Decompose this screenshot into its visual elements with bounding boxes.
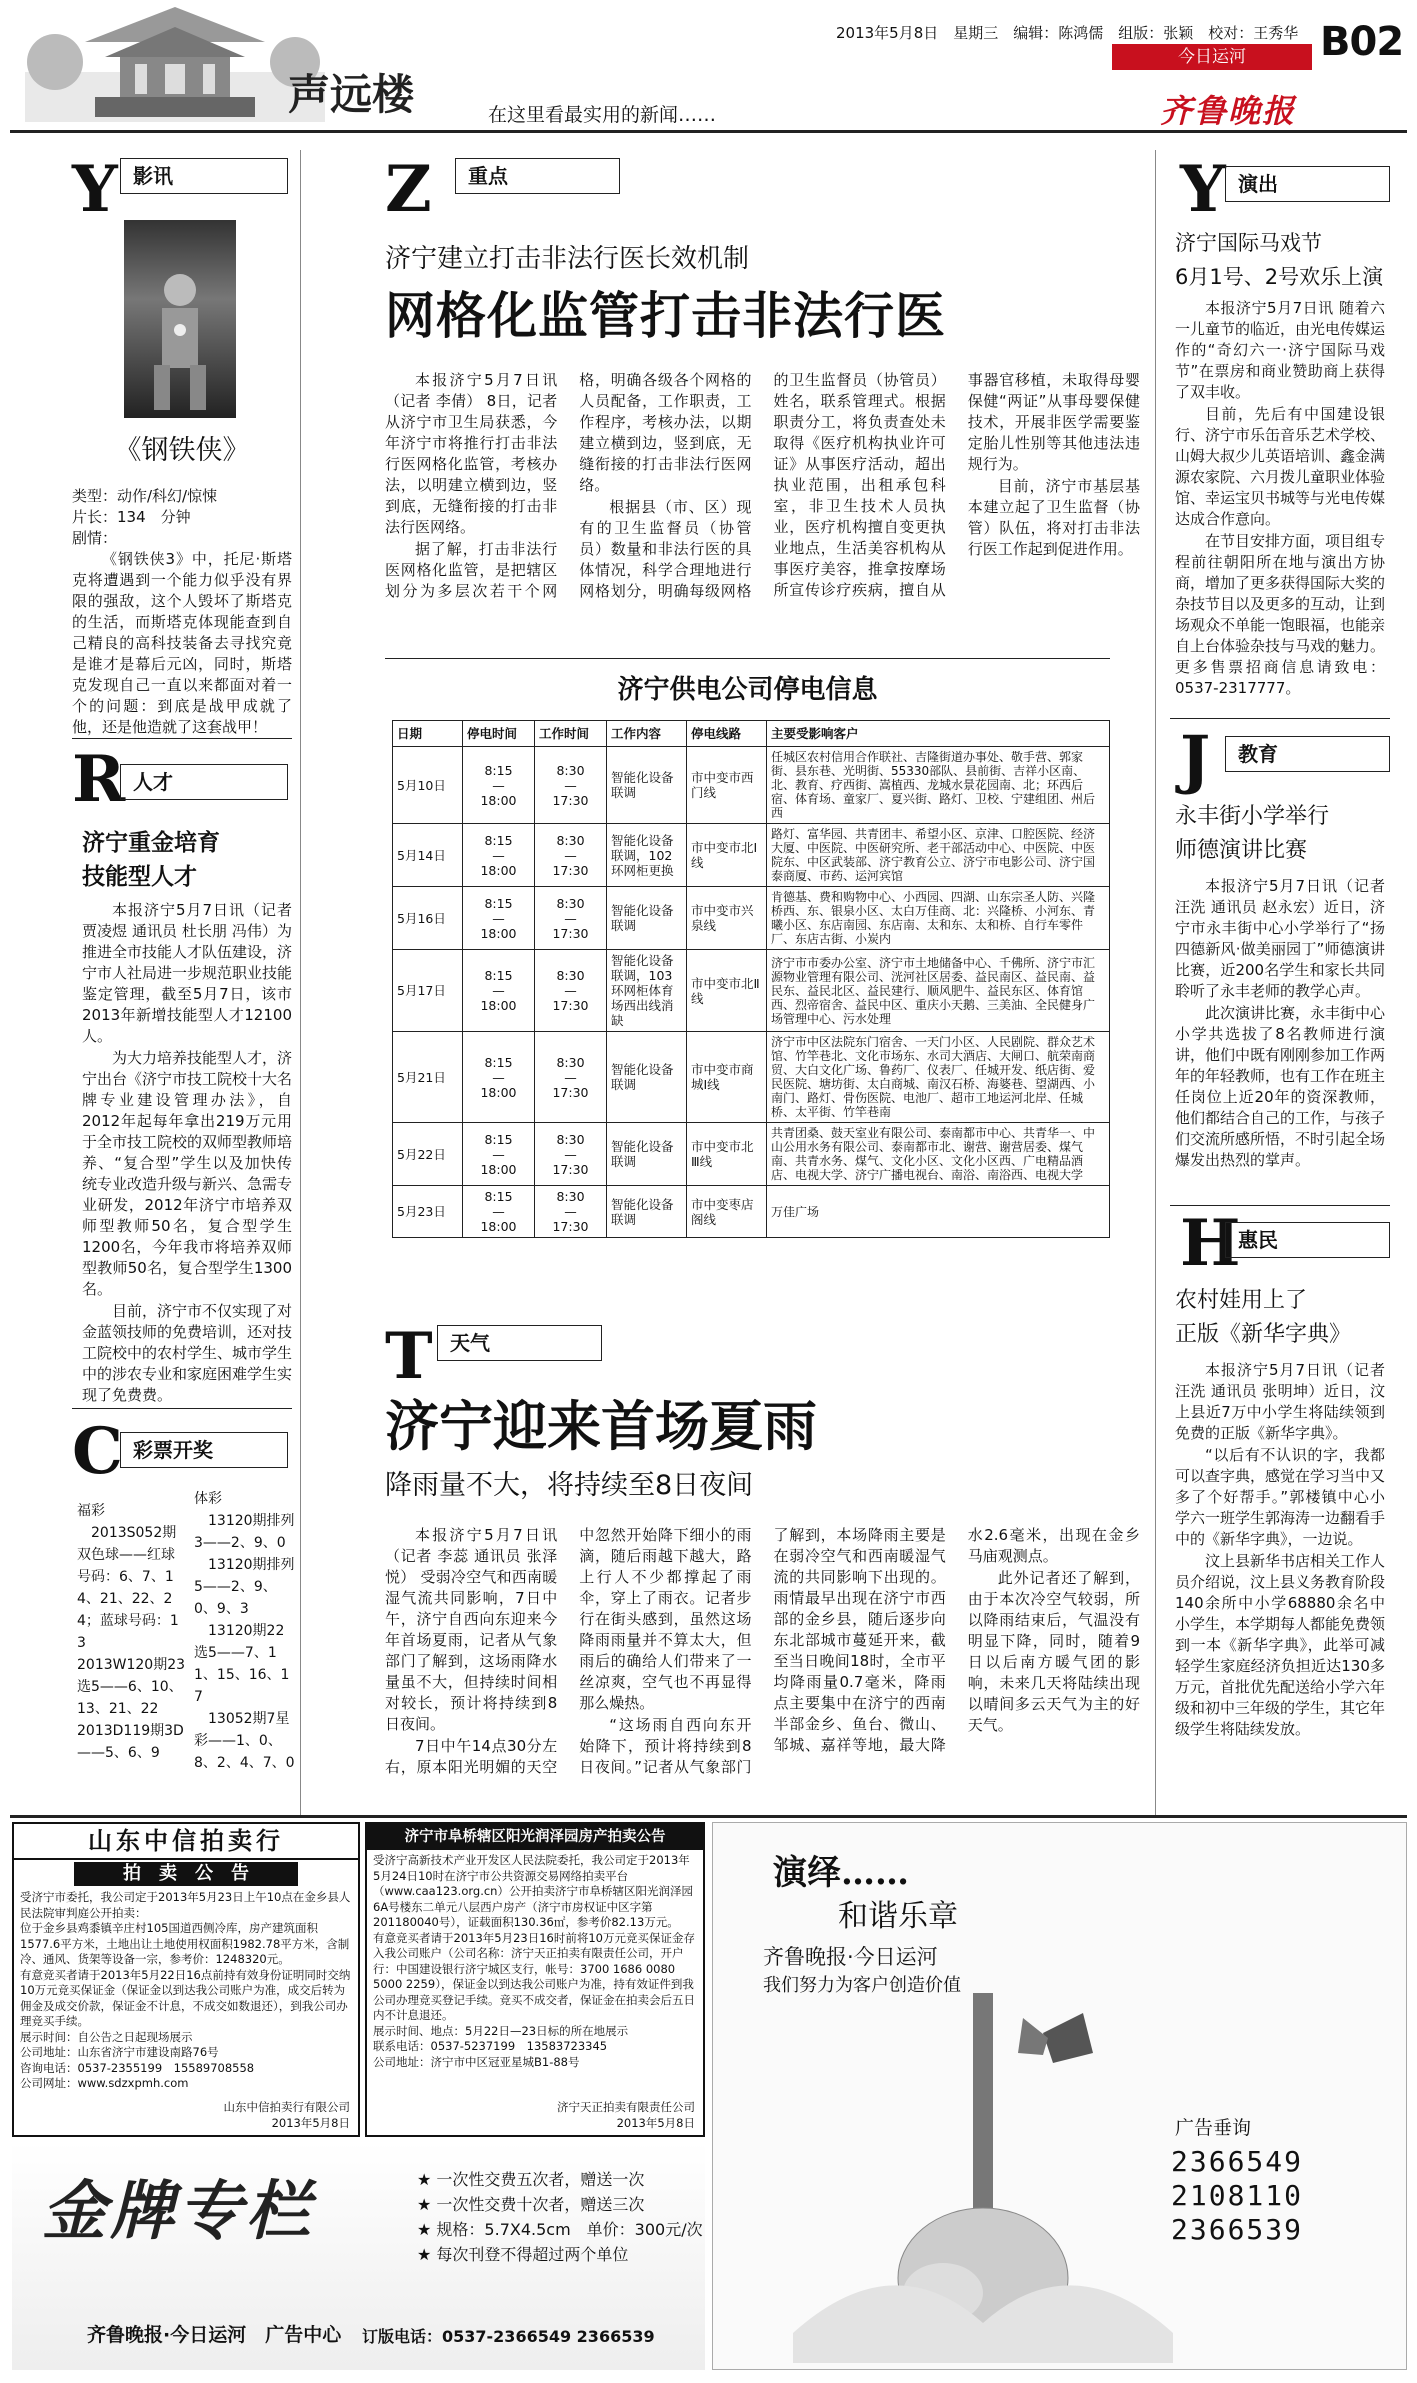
table-row <box>393 824 1110 887</box>
benefit-headline: 农村娃用上了 正版《新华字典》 <box>1175 1288 1352 1347</box>
table-row <box>393 1123 1110 1186</box>
phone-number: 2366539 <box>1171 2213 1304 2246</box>
talent-body: 本报济宁5月7日讯（记者 贾凌煜 通讯员 杜长朋 冯伟）为推进全市技能人才队伍建设，济宁市人社局进一步规范职业技能鉴定管理，截至5月7日，该市2013年新增技能型人才12100人。 为大力培养技能型人才，济宁出台《济宁市技工院校十大名牌专业建设管理办法》，自2012年起每年拿出219万元用于全市技工院校的双师型教师培养、“复合型”学生以及加快传统专业改造升级与新兴、急需专业研发，2012年济宁市培养双师型教师50名，复合型学生1200名，今年我市将培养双师型教师50名，复合型学生1300名。 目前，济宁市不仅实现了对金蓝领技师的免费培训，还对技工院校中的农村学生、城市学生中的涉农专业和家庭困难学生实现了免费费。 <box>82 901 293 1404</box>
table-cell-line: 市中变市北Ⅲ线 <box>687 1123 767 1186</box>
masthead <box>0 0 1417 135</box>
table-row <box>393 1186 1110 1238</box>
ad-title: 拍 卖 公 告 <box>74 1862 298 1886</box>
talent-headline: 济宁重金培育 技能型人才 <box>82 830 220 890</box>
section-label: 影讯 <box>120 158 288 194</box>
movie-title: 《钢铁侠》 <box>114 435 250 466</box>
col-users: 主要受影响客户 <box>767 721 1110 747</box>
weather-body: 本报济宁5月7日讯（记者 李蕊 通讯员 张泽悦） 受弱冷空气和西南暖湿气流共同影响，7日中午，济宁自西向东迎来今年首场夏雨，记者从气象部门了解到，这场雨降水量虽不大，但持续时间相对较长，预计将持续到8日夜间。 7日中午14点30分左右，原本阳光明媚的天空中忽然开始降下细小的雨滴，随后雨越下越大，路上行人不少都撑起了雨伞，穿上了雨衣。记者步行在街头感到，虽然这场降雨雨量并不算太大，但雨后的确给人们带来了一丝凉爽，空气也不再显得那么燥热。 “这场雨自西向东开始降下，预计将持续到8日夜间。”记者从气象部门了解到，本场降雨主要是在弱冷空气和西南暖湿气流的共同影响下出现的。雨情最早出现在济宁市西部的金乡县，随后逐步向东北部城市蔓延开来，截至当日晚间18时，全市平均降雨量0.7毫米，降雨点主要集中在济宁的西南半部金乡、鱼台、微山、邹城、嘉祥等地，最大降水2.6毫米，出现在金乡马庙观测点。 此外记者还了解到，由于本次冷空气较弱，所以降雨结束后，气温没有明显下降，同时，随着9日以后南方暖气团的影响，未来几天将陆续出现以晴间多云天气为主的好天气。 <box>385 1526 1140 1776</box>
table-header-row <box>393 721 1110 747</box>
ad3-phones <box>1171 2145 1303 2247</box>
ad-footer: 山东中信拍卖行有限公司 2013年5月8日 <box>223 2100 350 2130</box>
table-cell-content: 智能化设备联调 <box>607 1123 687 1186</box>
lottery-welfare: 福彩 2013S052期双色球——红球号码：6、7、14、21、22、24；蓝球号码：13 2013W120期23选5——6、10、13、21、22 2013D119期3D——5、6、9 <box>77 1503 186 1761</box>
weather-headline: 济宁迎来首场夏雨 <box>385 1394 817 1458</box>
table-row <box>393 1032 1110 1123</box>
ad3-slogan: 我们努力为客户创造价值 <box>763 1975 961 1996</box>
date-line: 2013年5月8日 星期三 编辑：陈鸿儒 组版：张颖 校对：王秀华 <box>836 24 1299 42</box>
table-cell-off: 8:15 — 18:00 <box>463 824 535 887</box>
table-cell-line: 市中变市北Ⅰ线 <box>687 824 767 887</box>
table-cell-date: 5月10日 <box>393 747 463 824</box>
table-cell-date: 5月21日 <box>393 1032 463 1123</box>
cello-illustration <box>793 1993 1173 2363</box>
auction-ad-zhongxin <box>12 1822 360 2137</box>
table-cell-content: 智能化设备联调 <box>607 1032 687 1123</box>
table-cell-off: 8:15 — 18:00 <box>463 950 535 1032</box>
table-cell-work: 8:30 — 17:30 <box>535 1123 607 1186</box>
section-label: 惠民 <box>1225 1222 1390 1258</box>
section-letter: T <box>385 1319 433 1394</box>
col-content: 工作内容 <box>607 721 687 747</box>
table-cell-line: 市中变市西门线 <box>687 747 767 824</box>
table-cell-users: 肯德基、费和购物中心、小西园、四湖、山东宗圣人防、兴隆桥西、东、银泉小区、太白万佳商、北：兴隆桥、小河东、青曦小区、东店南园、东店南、太和东、太和桥、自行车零件厂、东店古街、小炭内 <box>767 887 1110 950</box>
table-cell-users: 万佳广场 <box>767 1186 1110 1238</box>
ad3-brand: 齐鲁晚报·今日运河 <box>763 1945 938 1969</box>
ad3-title2: 和谐乐章 <box>838 1899 958 1934</box>
table-cell-content: 智能化设备联调 <box>607 747 687 824</box>
harmony-ad <box>712 1822 1407 2370</box>
table-cell-line: 市中变枣店阁线 <box>687 1186 767 1238</box>
calligraphy-title: 金牌专栏 <box>42 2174 314 2249</box>
section-letter: C <box>72 1414 123 1489</box>
auction-ad-tianzheng <box>365 1822 705 2137</box>
table-cell-off: 8:15 — 18:00 <box>463 747 535 824</box>
table-cell-work: 8:30 — 17:30 <box>535 824 607 887</box>
power-title: 济宁供电公司停电信息 <box>617 675 878 705</box>
table-cell-work: 8:30 — 17:30 <box>535 950 607 1032</box>
movie-length: 片长：134 分钟 <box>72 508 191 526</box>
table-cell-users: 共青团桑、鼓天室业有限公司、泰南都市中心、共青华一、中山公用水务有限公司、泰南都市北、谢营、谢营居委、煤气南、共青水务、煤气、文化小区、文化小区西、广电精品酒店、电视大学、济宁广播电视台、南浴、南浴西、电视大学 <box>767 1123 1110 1186</box>
ad4-items: ★ 一次性交费五次者，赠送一次 ★ 一次性交费十次者，赠送三次 ★ 规格：5.7X4.5cm 单价：300元/次 ★ 每次刊登不得超过两个单位 <box>417 2170 703 2264</box>
edu-headline: 永丰街小学举行 师德演讲比赛 <box>1175 804 1330 863</box>
table-cell-content: 智能化设备联调 <box>607 887 687 950</box>
table-cell-off: 8:15 — 18:00 <box>463 1123 535 1186</box>
table-cell-date: 5月16日 <box>393 887 463 950</box>
edu-body: 本报济宁5月7日讯（记者 汪洗 通讯员 赵永宏）近日，济宁市永丰街中心小学举行了“扬四德新风·做美丽园丁”师德演讲比赛，近200名学生和家长共同聆听了永丰老师的教学心声。 此次演讲比赛，永丰街中心小学共选拔了8名教师进行演讲，他们中既有刚刚参加工作两年的年轻教师，也有工作在班主任岗位上近20年的资深教师，他们都结合自己的工作，与孩子们交流所感所悟，不时引起全场爆发出热烈的掌声。 <box>1175 877 1386 1169</box>
section-letter: J <box>1180 722 1211 797</box>
table-cell-off: 8:15 — 18:00 <box>463 887 535 950</box>
ad4-footer: 齐鲁晚报·今日运河 广告中心 <box>87 2324 342 2346</box>
ad-body: 受济宁市委托，我公司定于2013年5月23日上午10点在金乡县人民法院审判庭公开拍卖： 位于金乡县鸡黍镇辛庄村105国道西侧冷库，房产建筑面积1577.6平方米，土地出让土地使用权面积1982.78平方米，含制冷、通风、货架等设备一宗，参考价：1248320元。 有意竞买者请于2013年5月22日16点前持有效身份证明同时交纳10万元竞买保证金（保证金以到达我公司账户为准，成交后转为佣金及成交价款，保证金不计息，不成交如数退还），到我公司办理竞买手续。 展示时间：自公告之日起现场展示 公司地址：山东省济宁市建设南路76号 咨询电话：0537-2355199 15589708558 公司网址：www.sdzxpmh.com <box>20 1890 351 2090</box>
table-cell-off: 8:15 — 18:00 <box>463 1032 535 1123</box>
table-cell-line: 市中变市北Ⅱ线 <box>687 950 767 1032</box>
page-number: B02 <box>1320 19 1404 65</box>
movie-plot-label: 剧情： <box>72 529 118 547</box>
lottery-sports: 体彩 13120期排列3——2、9、0 13120期排列5——2、9、0、9、3 13120期22选5——7、11、15、16、17 13052期7星彩——1、0、8、2、4、7、0 <box>194 1491 295 1771</box>
ad-body: 受济宁高新技术产业开发区人民法院委托，我公司定于2013年5月24日10时在济宁市公共资源交易网络拍卖平台（www.caa123.org.cn）公开拍卖济宁市阜桥辖区阳光润泽园6A号楼东二单元八层西户房产（济宁市房权证中区字第201180040号），证载面积130.36㎡，参考价82.13万元。 有意竞买者请于2013年5月23日16时前将10万元竞买保证金存入我公司账户（公司名称：济宁天正拍卖有限责任公司，开户行：中国建设银行济宁城区支行，帐号：3700 1686 0080 5000 2259），保证金以到达我公司账户为准，持有效证件到我公司办理竞买登记手续。竞买不成交者，保证金在拍卖会后五日内不计息退还。 展示时间、地点：5月22日—23日标的所在地展示 联系电话：0537-5237199 13583723345 公司地址：济宁市中区冠亚星城B1-88号 <box>373 1853 695 2069</box>
table-cell-work: 8:30 — 17:30 <box>535 887 607 950</box>
section-label: 天气 <box>437 1325 602 1361</box>
table-cell-off: 8:15 — 18:00 <box>463 1186 535 1238</box>
movie-poster <box>124 220 236 418</box>
section-label: 彩票开奖 <box>120 1432 288 1468</box>
ad-title: 济宁市阜桥辖区阳光润泽园房产拍卖公告 <box>367 1824 703 1850</box>
power-table <box>392 720 1110 1238</box>
table-cell-line: 市中变市兴泉线 <box>687 887 767 950</box>
section-label: 演出 <box>1225 166 1390 202</box>
table-cell-users: 任城区农村信用合作联社、吉隆街道办事处、敬手营、郭家街、县东巷、光明街、55330部队、县前街、吉祥小区南、北、教育、疗西街、嵩植西、龙城水景花园南、北；环西后宿、体育场、童家厂、夏兴街、路灯、卫校、宁建组团、州后西 <box>767 747 1110 824</box>
show-body: 本报济宁5月7日讯 随着六一儿童节的临近，由光电传媒运作的“奇幻六一·济宁国际马戏节”在票房和商业赞助商上获得了双丰收。 目前，先后有中国建设银行、济宁市乐缶音乐艺术学校、山姆大叔少儿英语培训、鑫金满源农家院、六月拨儿童职业体验馆、幸运宝贝书城等与光电传媒达成合作意向。 在节目安排方面，项目组专程前往朝阳所在地与演出方协商，增加了更多获得国际大奖的杂技节目以及更多的互动，让到场观众不单能一饱眼福，也能亲自上台体验杂技与马戏的魅力。更多售票招商信息请致电：0537-2317777。 <box>1175 299 1386 697</box>
weather-subheadline: 降雨量不大，将持续至8日夜间 <box>385 1470 754 1501</box>
table-cell-work: 8:30 — 17:30 <box>535 747 607 824</box>
table-cell-date: 5月22日 <box>393 1123 463 1186</box>
focus-body: 本报济宁5月7日讯（记者 李倩） 8日，记者从济宁市卫生局获悉，今年济宁市将推行打击非法行医网格化监管，考核办法，以明建立横到边，竖到底，无缝衔接的打击非法行医网络。 据了解，打击非法行医网格化监管，是把辖区划分为多层次若干个网格，明确各级各个网格的人员配备，工作职责，工作程序，考核办法，以期建立横到边，竖到底，无缝衔接的打击非法行医网络。 根据县（市、区）现有的卫生监督员（协管员）数量和非法行医的具体情况，科学合理地进行网格划分，明确每级网格的卫生监督员（协管员）姓名，联系管理式。根据职责分工，将负责查处未取得《医疗机构执业许可证》从事医疗活动，超出执业范围，出租承包科室，非卫生技术人员执业，医疗机构擅自变更执业地点，生活美容机构从事医疗美容，推拿按摩场所宣传诊疗疾病，擅自从事器官移植，未取得母婴保健“两证”从事母婴保健技术，开展非医学需要鉴定胎儿性别等其他违法违规行为。 目前，济宁市基层基本建立起了卫生监督（协管）队伍，将对打击非法行医工作起到促进作用。 <box>385 371 1140 600</box>
col-off-time: 停电时间 <box>463 721 535 747</box>
table-row <box>393 747 1110 824</box>
table-cell-users: 路灯、富华园、共青团丰、希望小区、京津、口腔医院、经济大厦、中医院、中医研究所、老干部活动中心、中医院、中医院东、中区武装部、济宁教育公立、济宁市电影公司、济宁国泰商厦、市药、运河宾馆 <box>767 824 1110 887</box>
section-label: 重点 <box>455 158 620 194</box>
pavilion-illustration <box>25 2 325 122</box>
show-headline: 济宁国际马戏节 6月1号、2号欢乐上演 <box>1175 231 1384 289</box>
phone-number: 2366549 <box>1171 2145 1304 2178</box>
section-letter: Z <box>385 152 432 227</box>
section-tag: 今日运河 <box>1112 44 1312 70</box>
gold-column-ad <box>12 2142 705 2370</box>
movie-info <box>72 486 292 739</box>
col-line: 停电线路 <box>687 721 767 747</box>
focus-headline: 网格化监管打击非法行医 <box>385 286 946 345</box>
table-row <box>393 887 1110 950</box>
phone-number: 2108110 <box>1171 2179 1304 2212</box>
section-label: 人才 <box>120 764 288 800</box>
movie-genre: 类型：动作/科幻/惊悚 <box>72 487 218 505</box>
section-letter: H <box>1180 1206 1241 1281</box>
table-cell-line: 市中变市商城Ⅰ线 <box>687 1032 767 1123</box>
table-cell-content: 智能化设备联调 <box>607 1186 687 1238</box>
section-label: 教育 <box>1225 736 1390 772</box>
table-cell-content: 智能化设备联调，103环网柜体育场西出线消缺 <box>607 950 687 1032</box>
table-cell-content: 智能化设备联调，102环网柜更换 <box>607 824 687 887</box>
section-letter: Y <box>1180 152 1226 227</box>
ad-footer: 济宁天正拍卖有限责任公司 2013年5月8日 <box>557 2100 695 2130</box>
table-cell-date: 5月23日 <box>393 1186 463 1238</box>
table-row <box>393 950 1110 1032</box>
section-slogan: 在这里看最实用的新闻…… <box>488 104 717 126</box>
section-title: 声远楼 <box>288 70 415 119</box>
table-cell-users: 济宁市市委办公室、济宁市土地储备中心、千佛所、济宁市汇源物业管理有限公司、洸河社区居委、益民南区、益民南、益民东、益民北区、益民建行、顺风肥牛、益民东区、体育馆西、烈帝宿舍、益民中区、重庆小天鹅、三美油、全民健身广场管理中心、污水处理 <box>767 950 1110 1032</box>
table-cell-work: 8:30 — 17:30 <box>535 1032 607 1123</box>
brand-logo: 齐鲁晚报 <box>1160 92 1297 130</box>
ad4-order-phone: 订版电话：0537-2366549 2366539 <box>362 2327 655 2346</box>
section-letter: R <box>72 742 126 817</box>
focus-kicker: 济宁建立打击非法行医长效机制 <box>385 244 750 274</box>
table-cell-date: 5月17日 <box>393 950 463 1032</box>
col-date: 日期 <box>393 721 463 747</box>
table-cell-work: 8:30 — 17:30 <box>535 1186 607 1238</box>
section-letter: Y <box>72 152 118 227</box>
benefit-body: 本报济宁5月7日讯（记者 汪洗 通讯员 张明坤）近日，汶上县近7万中小学生将陆续领到免费的正版《新华字典》。 “以后有不认识的字，我都可以查字典，感觉在学习当中又多了个好帮手。”郭楼镇中心小学六一班学生郭海涛一边翻看手中的《新华字典》，一边说。 汶上县新华书店相关工作人员介绍说，汶上县义务教育阶段140余所中小学68880余名中小学生，本学期每人都能免费领到一本《新华字典》，此举可减轻学生家庭经济负担近达130多万元，首批优先配送给小学六年级和初中三年级的学生，其它年级学生将陆续发放。 <box>1175 1361 1386 1738</box>
ad3-title1: 演绎…… <box>773 1853 909 1893</box>
table-cell-date: 5月14日 <box>393 824 463 887</box>
movie-plot: 《钢铁侠3》中，托尼·斯塔克将遭遇到一个能力似乎没有界限的强敌，这个人毁坏了斯塔克的生活，而斯塔克体现能查到自己精良的高科技装备去寻找究竟是谁才是幕后元凶，同时，斯塔克发现自己一直以来都面对着一个的问题：到底是战甲成就了他，还是他造就了这套战甲！ <box>72 550 292 736</box>
col-work-time: 工作时间 <box>535 721 607 747</box>
ad-company: 山东中信拍卖行 <box>14 1824 358 1860</box>
table-cell-users: 济宁市中区法院东门宿舍、一天门小区、人民剧院、群众艺术馆、竹竿巷北、文化市场东、水司大酒店、大闸口、航荣南商贸、大白文化广场、鲁药厂、仪表厂、任城开发、纸店街、爱民医院、塘坊街、太白商城、南汉石桥、海婆巷、望湖西、小南门、路灯、骨伤医院、电池厂、超市工地运河北岸、任城桥、太平街、竹竿巷南 <box>767 1032 1110 1123</box>
ad3-phone-label: 广告垂询 <box>1175 2117 1252 2139</box>
